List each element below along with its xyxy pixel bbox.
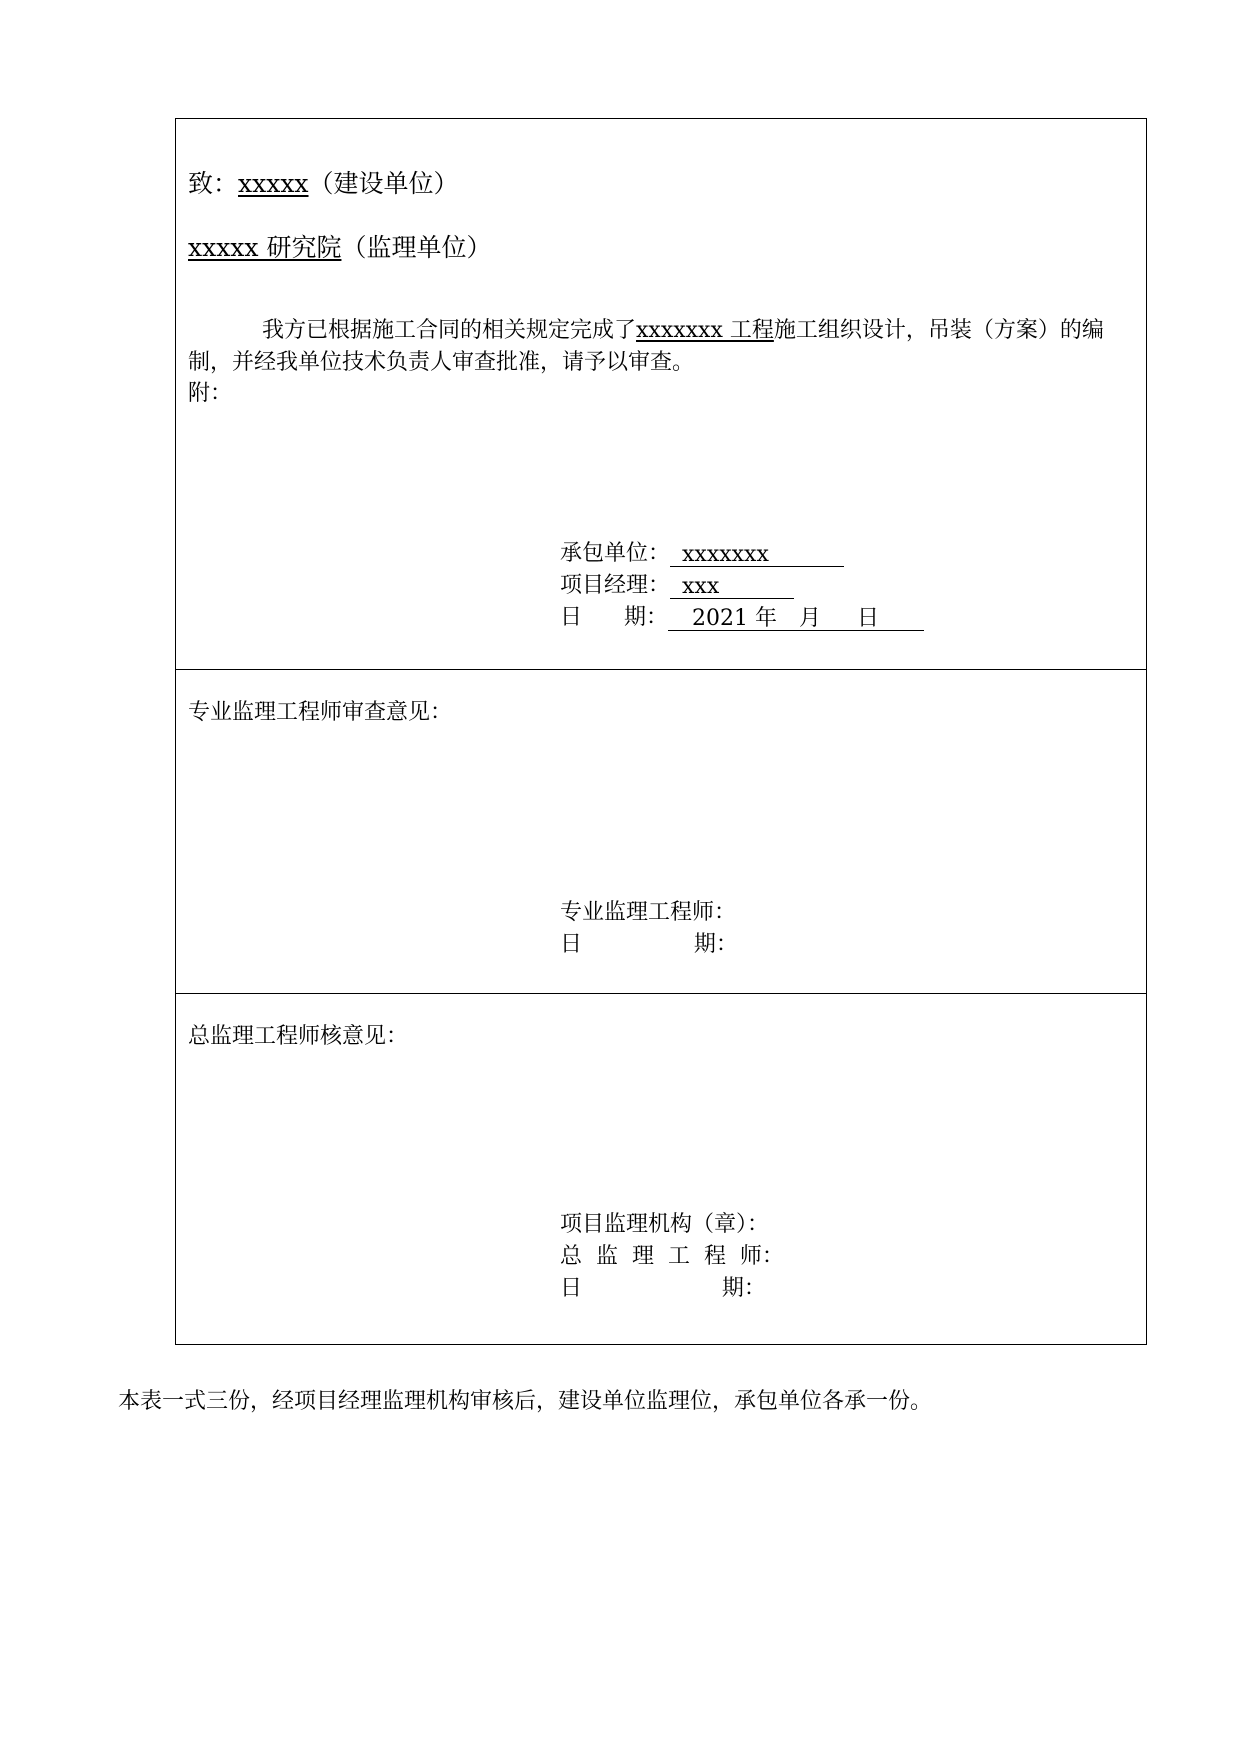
chief-review-section <box>176 994 1146 1344</box>
body-before: 我方已根据施工合同的相关规定完成了 <box>262 318 637 343</box>
date-year: 2021 年 <box>691 606 777 632</box>
form-table <box>175 118 1147 1345</box>
org-label: 项目监理机构（章）： <box>560 1212 770 1237</box>
project-manager-row <box>560 573 794 599</box>
chief-heading: 总监理工程师核意见： <box>188 1024 409 1049</box>
contractor-row <box>560 541 844 567</box>
supervisor-role: （监理单位） <box>341 233 492 262</box>
supervisor-party: xxxxx 研究院 <box>188 233 342 262</box>
submission-paragraph <box>188 315 1143 379</box>
date-row <box>560 605 924 631</box>
to-role: （建设单位） <box>308 169 459 198</box>
to-party: xxxxx <box>238 169 309 198</box>
engineer-label: 专业监理工程师： <box>560 900 737 925</box>
supervisor-line <box>188 233 491 263</box>
pm-value: xxx <box>670 575 794 599</box>
recipient-line <box>188 169 459 199</box>
review-date-label: 日 期： <box>560 932 738 957</box>
date-label: 日 期： <box>560 605 668 630</box>
chief-date-label: 日 期： <box>560 1276 766 1301</box>
footer-note: 本表一式三份，经项目经理监理机构审核后，建设单位监理位，承包单位各承一份。 <box>118 1389 933 1414</box>
attachment-label: 附： <box>188 381 233 406</box>
submission-section <box>176 119 1146 670</box>
date-month: 月 <box>798 606 821 632</box>
project-name: xxxxxxx 工程 <box>636 318 774 343</box>
date-value <box>668 607 924 631</box>
specialist-review-section <box>176 670 1146 994</box>
body-after: 施工组织设计，吊装（方案）的编制，并经我单位技术负责人审查批准，请予以审查。 <box>188 318 1104 375</box>
review-heading: 专业监理工程师审查意见： <box>188 700 453 725</box>
pm-label: 项目经理： <box>560 573 671 598</box>
chief-engineer-label: 总 监 理 工 程 师： <box>560 1244 784 1269</box>
to-prefix: 致： <box>188 169 239 198</box>
contractor-value: xxxxxxx <box>670 543 844 567</box>
contractor-label: 承包单位： <box>560 541 671 566</box>
date-day: 日 <box>856 606 879 632</box>
